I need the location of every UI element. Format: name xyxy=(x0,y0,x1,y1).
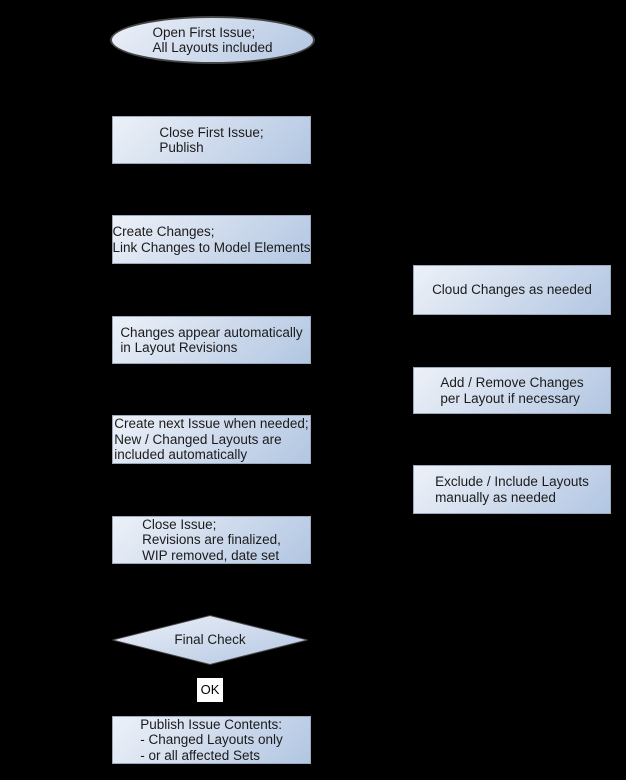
node-text xyxy=(432,282,592,298)
node-text xyxy=(440,375,583,406)
ok-result-label xyxy=(197,678,223,702)
node-text-line: in Layout Revisions xyxy=(120,340,238,355)
node-text-line: Link Changes to Model Elements xyxy=(112,239,311,255)
node-create-next-issue xyxy=(112,415,311,464)
node-publish-issue-contents xyxy=(112,716,311,764)
node-text xyxy=(112,224,310,255)
node-text-line: Close First Issue; xyxy=(159,124,264,140)
node-text xyxy=(159,125,263,156)
node-text-line: All Layouts included xyxy=(152,40,273,55)
node-text xyxy=(435,474,589,505)
node-text-line: Add / Remove Changes xyxy=(440,375,584,390)
node-text-line: WIP removed, date set xyxy=(142,547,280,563)
node-text-line: Create Changes; xyxy=(112,224,215,239)
node-text-line: Close Issue; xyxy=(142,516,217,532)
node-text-line: Cloud Changes as needed xyxy=(432,282,592,298)
node-close-first-issue xyxy=(112,116,311,164)
node-exclude-include-layouts xyxy=(413,465,611,514)
node-text xyxy=(140,717,283,764)
node-text xyxy=(142,517,281,564)
ok-result-text: OK xyxy=(200,682,220,698)
node-add-remove-changes xyxy=(413,367,611,414)
node-text-line: Final Check xyxy=(174,632,246,648)
node-text xyxy=(120,325,302,356)
node-close-issue xyxy=(112,516,311,564)
node-text-line: Exclude / Include Layouts xyxy=(435,474,589,489)
node-text-line: included automatically xyxy=(114,447,248,463)
node-text-line: Open First Issue; xyxy=(152,24,256,40)
node-open-first-issue xyxy=(110,16,315,64)
node-text-line: Create next Issue when needed; xyxy=(114,416,309,432)
node-text-line: - or all affected Sets xyxy=(140,747,261,763)
node-text xyxy=(114,416,308,463)
node-text xyxy=(112,615,308,665)
node-text-line: New / Changed Layouts are xyxy=(114,431,282,447)
node-text-line: - Changed Layouts only xyxy=(140,732,283,748)
node-text-line: manually as needed xyxy=(435,489,556,505)
node-changes-appear xyxy=(112,316,311,364)
node-text-line: Publish xyxy=(159,140,204,155)
node-text-line: Revisions are finalized, xyxy=(142,532,281,548)
node-text-line: Publish Issue Contents: xyxy=(140,716,283,732)
node-text-line: Changes appear automatically xyxy=(120,324,303,340)
node-cloud-changes xyxy=(413,265,611,315)
node-final-check xyxy=(112,615,308,665)
node-create-changes xyxy=(112,215,311,264)
node-text xyxy=(152,25,272,56)
node-text-line: per Layout if necessary xyxy=(440,390,580,406)
